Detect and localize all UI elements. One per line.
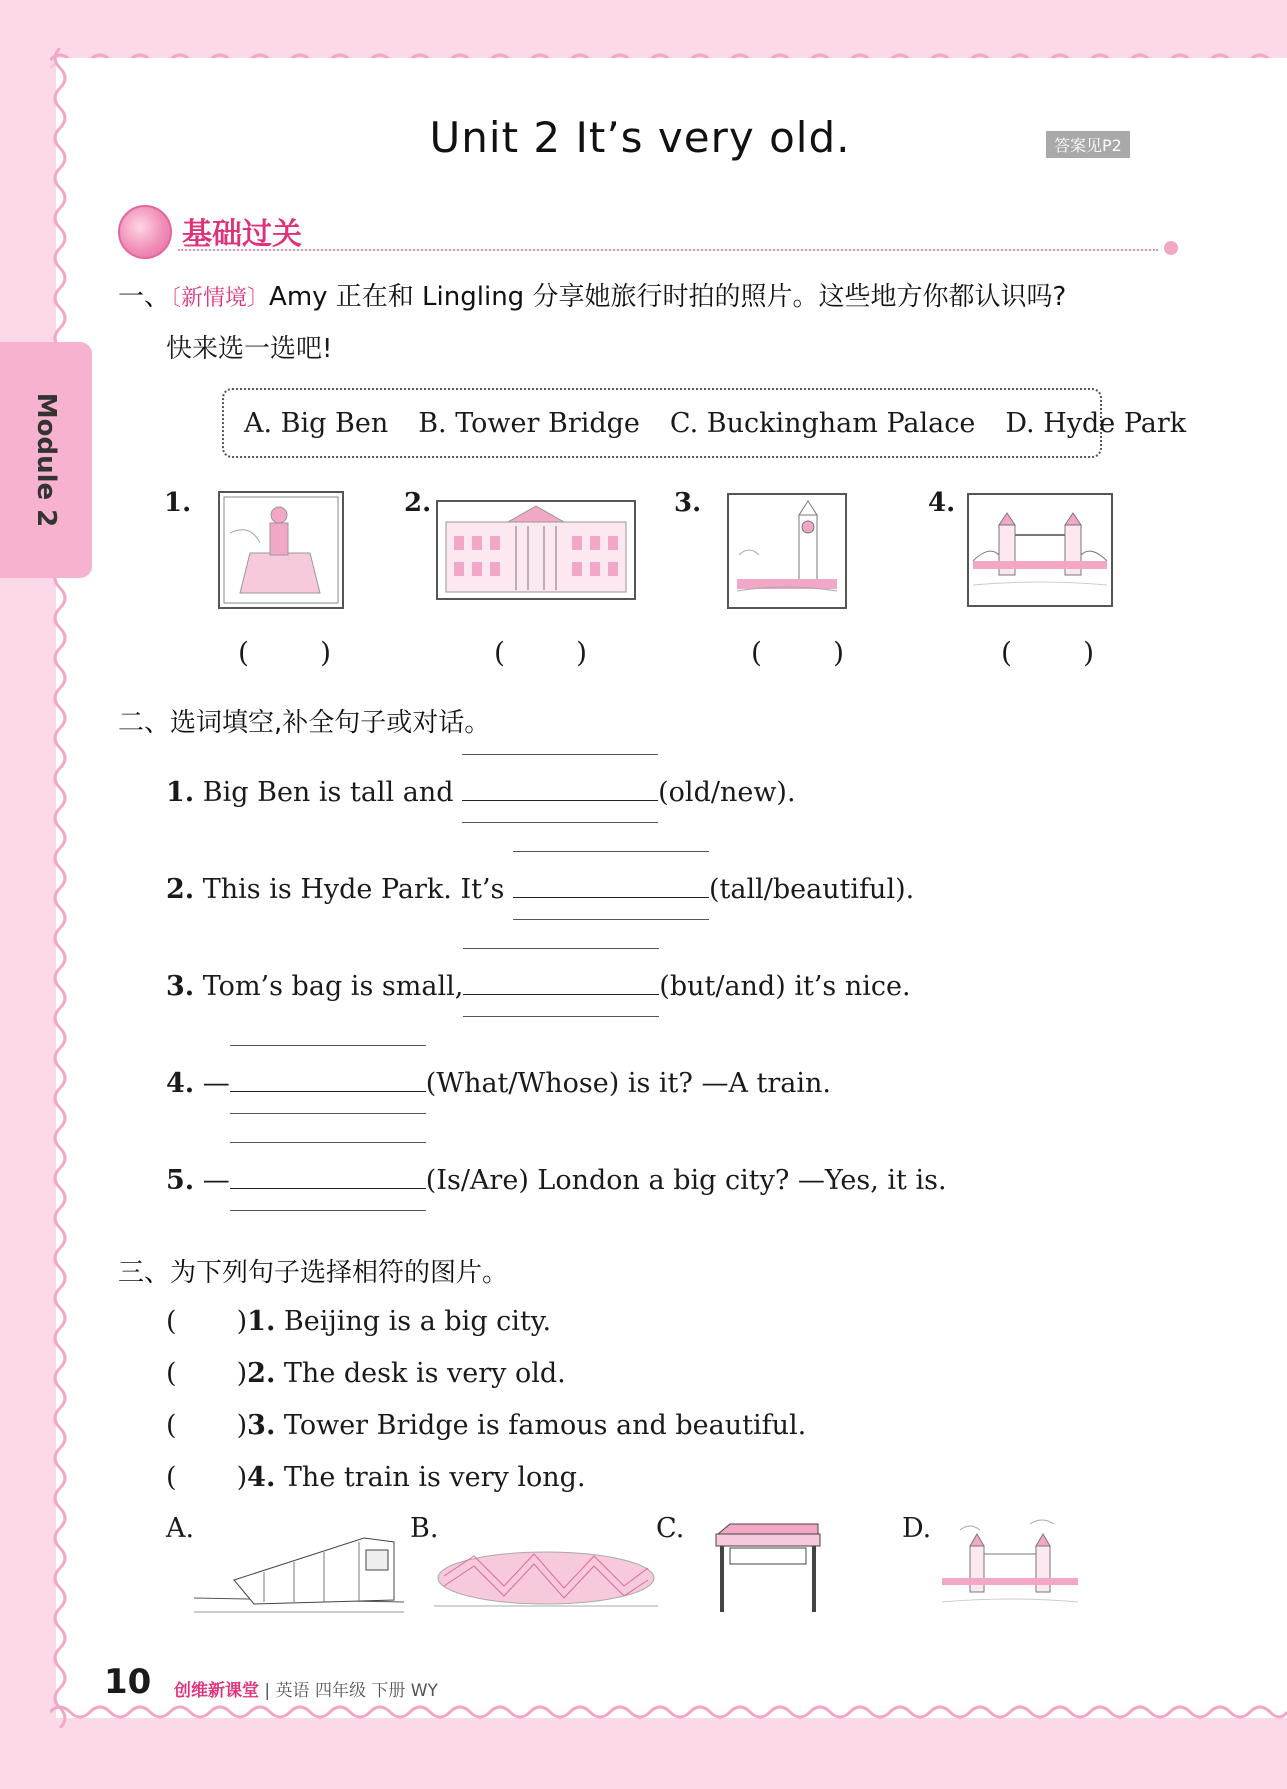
- birds-nest-stadium-icon: [434, 1546, 658, 1610]
- question-3-heading: 三、为下列句子选择相符的图片。: [118, 1258, 509, 1288]
- desk-icon: [712, 1518, 824, 1616]
- word-choices: (tall/beautiful).: [708, 874, 915, 905]
- divider-dot-icon: [1164, 241, 1178, 255]
- picture-big-ben-icon: [727, 493, 847, 609]
- fill-sentence-3: [166, 966, 911, 1002]
- answer-paren-2[interactable]: ( ): [494, 636, 588, 669]
- blank-input-5[interactable]: [230, 1160, 426, 1189]
- option-d: D. Hyde Park: [1005, 407, 1187, 439]
- item-number: 3.: [166, 971, 195, 1002]
- fill-sentence-5: [166, 1160, 947, 1196]
- sentence-text: Tom’s bag is small,: [194, 971, 464, 1002]
- picture-a-label: A.: [166, 1513, 195, 1544]
- left-wave-border: [46, 48, 76, 1728]
- answer-paren-4[interactable]: ( ): [1001, 636, 1095, 669]
- answer-paren[interactable]: ( ): [166, 1462, 248, 1493]
- item-text: The train is very long.: [275, 1462, 586, 1493]
- picture-b-label: B.: [410, 1513, 439, 1544]
- module-side-tab: [0, 342, 92, 578]
- answer-paren[interactable]: ( ): [166, 1410, 248, 1441]
- answer-reference-badge: 答案见P2: [1046, 131, 1130, 158]
- footer-info: [174, 1676, 438, 1701]
- picture-statue-icon: [218, 491, 344, 609]
- match-item-2: [166, 1358, 566, 1389]
- item-number: 4.: [247, 1462, 276, 1493]
- match-item-3: [166, 1410, 806, 1441]
- picture-4-number: 4.: [928, 488, 956, 518]
- train-icon: [194, 1528, 404, 1614]
- picture-c-label: C.: [656, 1513, 685, 1544]
- word-choices: (but/and) it’s nice.: [659, 971, 911, 1002]
- section-divider: [178, 249, 1158, 251]
- blank-input-3[interactable]: [463, 966, 659, 995]
- word-choices: (Is/Are) London a big city? —Yes, it is.: [425, 1165, 947, 1196]
- tower-bridge-icon: [940, 1516, 1080, 1616]
- answer-paren-1[interactable]: ( ): [238, 636, 332, 669]
- option-c: C. Buckingham Palace: [669, 407, 976, 439]
- picture-3-number: 3.: [674, 488, 702, 518]
- question-1-text-line2: 快来选一选吧!: [166, 334, 333, 364]
- question-1-heading: [118, 276, 1066, 313]
- section-header: [118, 203, 1178, 253]
- item-text: Tower Bridge is famous and beautiful.: [275, 1410, 807, 1441]
- footer-rest: | 英语 四年级 下册 WY: [259, 1681, 438, 1701]
- option-b: B. Tower Bridge: [418, 407, 640, 439]
- item-number: 5.: [166, 1165, 195, 1196]
- fill-sentence-1: [166, 772, 796, 808]
- option-a: A. Big Ben: [244, 407, 389, 439]
- sentence-text: —: [194, 1165, 230, 1196]
- picture-d-label: D.: [902, 1513, 932, 1544]
- word-choices: (old/new).: [658, 777, 796, 808]
- word-choices: (What/Whose) is it? —A train.: [425, 1068, 832, 1099]
- new-context-tag: 〔新情境〕: [170, 286, 270, 311]
- bottom-wave-border: [50, 1700, 1287, 1730]
- item-number: 2.: [166, 874, 195, 905]
- blank-input-4[interactable]: [230, 1063, 426, 1092]
- item-number: 2.: [247, 1358, 276, 1389]
- answer-paren-3[interactable]: ( ): [751, 636, 845, 669]
- item-number: 1.: [247, 1306, 276, 1337]
- item-number: 1.: [166, 777, 195, 808]
- options-box: [222, 388, 1187, 458]
- item-text: The desk is very old.: [275, 1358, 566, 1389]
- blank-input-2[interactable]: [513, 869, 709, 898]
- picture-1-number: 1.: [164, 488, 192, 518]
- sentence-text: This is Hyde Park. It’s: [194, 874, 513, 905]
- item-number: 3.: [247, 1410, 276, 1441]
- section-label: 基础过关: [182, 217, 302, 252]
- match-item-4: [166, 1462, 586, 1493]
- picture-2-number: 2.: [404, 488, 432, 518]
- item-number: 4.: [166, 1068, 195, 1099]
- globe-icon: [118, 205, 172, 259]
- sentence-text: Big Ben is tall and: [194, 777, 463, 808]
- question-1-text: Amy 正在和 Lingling 分享她旅行时拍的照片。这些地方你都认识吗?: [269, 282, 1067, 312]
- picture-palace-icon: [436, 500, 636, 600]
- answer-paren[interactable]: ( ): [166, 1358, 248, 1389]
- fill-sentence-2: [166, 869, 914, 905]
- match-item-1: [166, 1306, 551, 1337]
- brand-name: 创维新课堂: [174, 1681, 259, 1701]
- item-text: Beijing is a big city.: [275, 1306, 552, 1337]
- sentence-text: —: [194, 1068, 230, 1099]
- fill-sentence-4: [166, 1063, 831, 1099]
- page-number: 10: [104, 1662, 152, 1702]
- module-tab-label: Module 2: [31, 392, 61, 528]
- picture-tower-bridge-icon: [967, 493, 1113, 607]
- page-title: Unit 2 It’s very old.: [429, 113, 851, 162]
- blank-input-1[interactable]: [462, 772, 658, 801]
- answer-paren[interactable]: ( ): [166, 1306, 248, 1337]
- question-2-heading: 二、选词填空,补全句子或对话。: [118, 708, 491, 738]
- question-1-number: 一、: [118, 282, 171, 312]
